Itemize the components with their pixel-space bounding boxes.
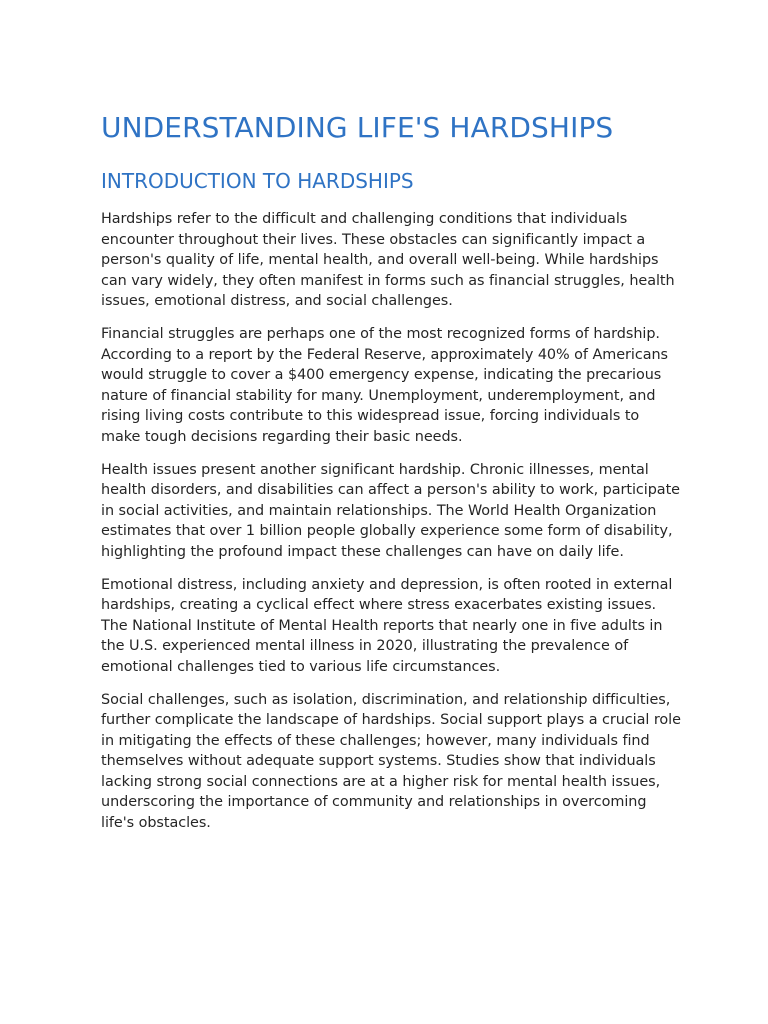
paragraph-health: Health issues present another significant hardship. Chronic illnesses, mental health disorders, and disabilities can affect a person's ability to work, participate in social activities, and maintain relationships. The World Health Organization estimates that over 1 billion people globally experience some form of disability, highlighting the profound impact these challenges can have on daily life. xyxy=(101,461,680,560)
paragraph-emotional: Emotional distress, including anxiety and depression, is often rooted in external hardships, creating a cyclical effect where stress exacerbates existing issues. The National Institute of Mental Health reports that nearly one in five adults in the U.S. experienced mental illness in 2020, illustrating the prevalence of emotional challenges tied to various life circumstances. xyxy=(101,576,673,675)
document-body xyxy=(101,209,681,833)
document-page xyxy=(101,106,681,846)
paragraph-intro: Hardships refer to the difficult and challenging conditions that individuals encounter throughout their lives. These obstacles can significantly impact a person's quality of life, mental health, and overall well-being. While hardships can vary widely, they often manifest in forms such as financial struggles, health issues, emotional distress, and social challenges. xyxy=(101,211,675,309)
paragraph-social: Social challenges, such as isolation, discrimination, and relationship difficulties, further complicate the landscape of hardships. Social support plays a crucial role in mitigating the effects of these challenges; however, many individuals find themselves without adequate support systems. Studies show that individuals lacking strong social connections are at a higher risk for mental health issues, underscoring the importance of community and relationships in overcoming life's obstacles. xyxy=(101,691,681,831)
document-title: UNDERSTANDING LIFE'S HARDSHIPS xyxy=(101,111,614,144)
section-heading: INTRODUCTION TO HARDSHIPS xyxy=(101,169,414,193)
paragraph-financial: Financial struggles are perhaps one of the most recognized forms of hardship. According to a report by the Federal Reserve, approximately 40% of Americans would struggle to cover a $400 emergency expense, indicating the precarious nature of financial stability for many. Unemployment, underemployment, and rising living costs contribute to this widespread issue, forcing individuals to make tough decisions regarding their basic needs. xyxy=(101,326,669,445)
